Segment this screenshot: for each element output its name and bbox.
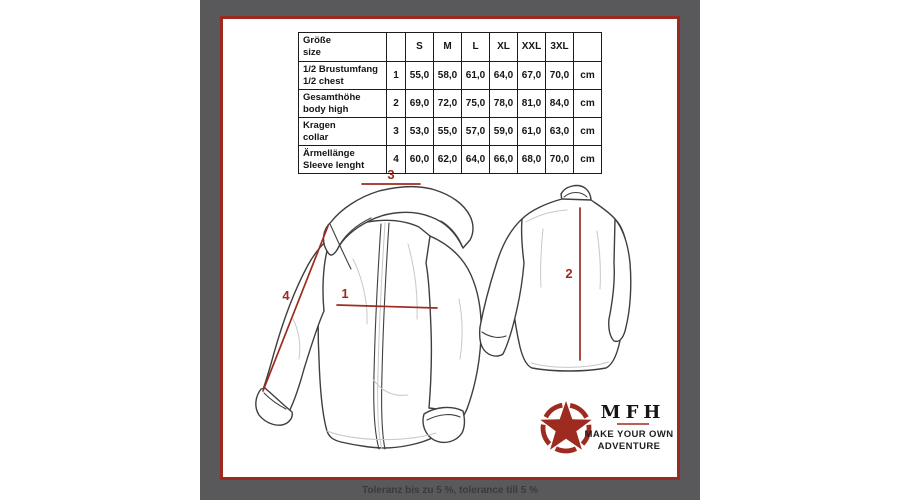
value-s: 55,0	[406, 62, 434, 90]
brand-logo	[540, 401, 673, 454]
value-xl: 66,0	[490, 146, 518, 174]
size-column-header-xxl: XXL	[518, 33, 546, 62]
value-l: 64,0	[462, 146, 490, 174]
size-column-header-s: S	[406, 33, 434, 62]
measure-label-de: Ärmellänge	[303, 147, 355, 159]
measure-ref: 3	[387, 118, 406, 146]
measure-label-de: Gesamthöhe	[303, 91, 361, 103]
chart-panel	[220, 16, 680, 480]
front-right-sleeve	[426, 236, 481, 419]
measure-label-de: Kragen	[303, 119, 336, 131]
measure-ref: 2	[387, 90, 406, 118]
value-3xl: 84,0	[546, 90, 574, 118]
size-column-header-m: M	[434, 33, 462, 62]
value-3xl: 70,0	[546, 62, 574, 90]
logo-tagline-line1: MAKE YOUR OWN	[584, 429, 674, 440]
value-l: 75,0	[462, 90, 490, 118]
value-xxl: 67,0	[518, 62, 546, 90]
value-xl: 64,0	[490, 62, 518, 90]
measure-ref: 4	[387, 146, 406, 174]
logo-brand-name: MFH	[600, 402, 666, 423]
value-xxl: 81,0	[518, 90, 546, 118]
measure-ref: 1	[387, 62, 406, 90]
measure-label	[299, 62, 387, 90]
measure-label-body-height: 2	[565, 266, 573, 281]
measure-label	[299, 146, 387, 174]
value-s: 60,0	[406, 146, 434, 174]
unit-cell: cm	[574, 90, 602, 118]
value-m: 72,0	[434, 90, 462, 118]
value-m: 58,0	[434, 62, 462, 90]
measure-label	[299, 118, 387, 146]
measure-label-en: body high	[303, 103, 349, 115]
measure-label-en: Sleeve lenght	[303, 159, 365, 171]
measure-label	[299, 90, 387, 118]
measure-label-de: 1/2 Brustumfang	[303, 63, 378, 75]
gray-frame	[200, 0, 700, 500]
unit-cell: cm	[574, 146, 602, 174]
value-xl: 78,0	[490, 90, 518, 118]
measure-label-chest: 1	[341, 286, 349, 301]
unit-cell: cm	[574, 62, 602, 90]
row-collar	[299, 118, 602, 146]
header-size-de: Größe	[303, 35, 331, 47]
back-body	[510, 199, 628, 371]
tolerance-note: Toleranz bis zu 5 %, tolerance till 5 %	[362, 484, 538, 496]
table-header-row	[299, 33, 602, 62]
measure-label-collar: 3	[387, 167, 395, 182]
row-body-height	[299, 90, 602, 118]
measure-label-en: collar	[303, 131, 329, 143]
value-s: 53,0	[406, 118, 434, 146]
size-column-header-xl: XL	[490, 33, 518, 62]
chart-content	[223, 19, 677, 477]
front-right-cuff	[423, 407, 464, 442]
value-m: 55,0	[434, 118, 462, 146]
value-xxl: 61,0	[518, 118, 546, 146]
value-l: 57,0	[462, 118, 490, 146]
size-table	[298, 32, 602, 174]
header-size-label	[299, 33, 387, 62]
value-xxl: 68,0	[518, 146, 546, 174]
header-size-en: size	[303, 47, 321, 58]
jacket-back-view	[480, 186, 631, 371]
size-column-header-l: L	[462, 33, 490, 62]
measure-label-sleeve: 4	[282, 288, 290, 303]
value-s: 69,0	[406, 90, 434, 118]
value-m: 62,0	[434, 146, 462, 174]
unit-cell: cm	[574, 118, 602, 146]
jacket-front-view	[256, 187, 481, 449]
header-ref-col	[387, 33, 406, 62]
value-3xl: 70,0	[546, 146, 574, 174]
value-l: 61,0	[462, 62, 490, 90]
value-3xl: 63,0	[546, 118, 574, 146]
measure-label-en: 1/2 chest	[303, 75, 344, 87]
row-sleeve-length	[299, 146, 602, 174]
size-column-header-3xl: 3XL	[546, 33, 574, 62]
value-xl: 59,0	[490, 118, 518, 146]
logo-tagline-line2: ADVENTURE	[597, 441, 661, 452]
row-half-chest	[299, 62, 602, 90]
header-unit-col	[574, 33, 602, 62]
